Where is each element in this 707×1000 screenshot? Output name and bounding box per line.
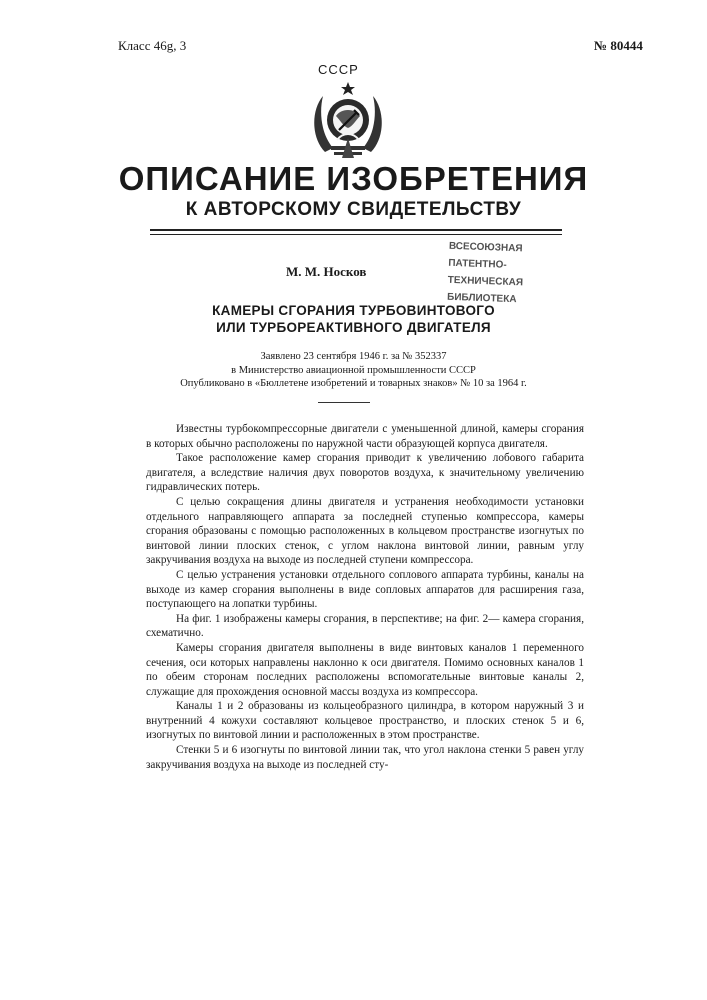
stamp-line: ТЕХНИЧЕСКАЯ	[447, 272, 576, 293]
paragraph: С целью устранения установки отдельного соплового аппарата турбины, каналы на выходе из камер сгорания выполнены в виде сопловых аппаратов для расширения газа, поступающего на лопатки турбины.	[146, 568, 584, 612]
divider-thin	[150, 234, 562, 235]
classification-label: Класс 46g, 3	[118, 38, 186, 54]
filing-date: Заявлено 23 сентября 1946 г. за № 352337	[0, 350, 707, 364]
document-subtitle: К АВТОРСКОМУ СВИДЕТЕЛЬСТВУ	[0, 199, 707, 221]
stamp-line: ВСЕСОЮЗНАЯ	[449, 238, 578, 259]
author-name: М. М. Носков	[286, 264, 366, 280]
country-label: СССР	[318, 62, 359, 77]
library-stamp	[447, 238, 577, 310]
filing-info	[0, 350, 707, 378]
paragraph: Стенки 5 и 6 изогнуты по винтовой линии так, что угол наклона стенки 5 равен углу закручивания воздуха на выходе из последней сту-	[146, 743, 584, 772]
stamp-line: ПАТЕНТНО-	[448, 255, 577, 276]
ussr-coat-of-arms-icon	[309, 80, 387, 162]
section-divider	[318, 402, 370, 403]
paragraph: Известны турбокомпрессорные двигатели с уменьшенной длиной, камеры сгорания в которых обычно расположены по наружной части образующей корпуса двигателя.	[146, 422, 584, 451]
paragraph: С целью сокращения длины двигателя и устранения необходимости установки отдельного направляющего аппарата за последней ступенью компрессора, камеры сгорания образованы с помощью расположенных в кольцевом пространстве изогнутых по винтовой линии плоских стенок, с углом наклона винтовой линии, равным углу закручивания воздуха на выходе из последней ступени компрессора.	[146, 495, 584, 568]
top-divider	[150, 229, 562, 231]
filing-office: в Министерство авиационной промышленности СССР	[0, 364, 707, 378]
publication-info: Опубликовано в «Бюллетене изобретений и товарных знаков» № 10 за 1964 г.	[0, 378, 707, 389]
invention-title	[0, 302, 707, 336]
paragraph: Такое расположение камер сгорания приводит к увеличению лобового габарита двигателя, а вследствие наличия двух поворотов воздуха, к значительному увеличению гидравлических потерь.	[146, 451, 584, 495]
paragraph: На фиг. 1 изображены камеры сгорания, в перспективе; на фиг. 2— камера сгорания, схематично.	[146, 612, 584, 641]
invention-title-line: КАМЕРЫ СГОРАНИЯ ТУРБОВИНТОВОГО	[0, 302, 707, 319]
patent-number: № 80444	[594, 38, 643, 54]
paragraph: Каналы 1 и 2 образованы из кольцеобразного цилиндра, в котором наружный 3 и внутренний 4 кожухи составляют кольцевое пространство, и плоских стенок 5 и 6, изогнутых по винтовой линии и расположенных в этом пространстве.	[146, 699, 584, 743]
stamp-line: БИБЛИОТЕКА	[447, 289, 576, 310]
description-body	[146, 422, 584, 772]
invention-title-line: ИЛИ ТУРБОРЕАКТИВНОГО ДВИГАТЕЛЯ	[0, 319, 707, 336]
document-title: ОПИСАНИЕ ИЗОБРЕТЕНИЯ	[0, 160, 707, 198]
paragraph: Камеры сгорания двигателя выполнены в виде винтовых каналов 1 переменного сечения, оси которых направлены наклонно к оси двигателя. Помимо основных каналов 1 по обеим сторонам последних расположены вспомогательные винтовые каналы 2, служащие для прохождения основной массы воздуха из компрессора.	[146, 641, 584, 699]
